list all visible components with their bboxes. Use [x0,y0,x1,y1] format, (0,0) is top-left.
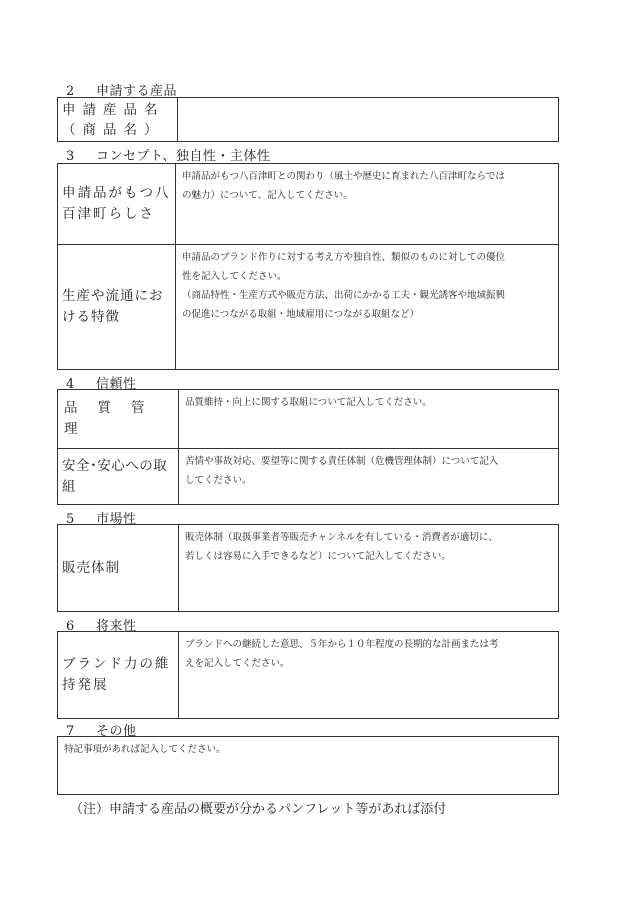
product-name-field[interactable] [178,98,558,141]
sales-system-label: 販売体制 [58,525,179,611]
concept-local-character-label: 申請品がもつ八百津町らしさ [58,164,176,244]
reliability-row-quality [58,390,558,448]
attachment-note: （注）申請する産品の概要が分かるパンフレット等があれば添付 [70,802,447,817]
quality-control-label: 品質管理 [58,390,179,448]
market-row-sales [58,525,558,611]
section-number: 2 [66,84,75,99]
section-3-title [66,145,270,164]
concept-table [57,163,559,370]
future-table [57,631,559,719]
market-table [57,524,559,612]
section-title-text: 申請する産品 [96,84,178,99]
product-name-row [58,98,558,141]
section-number: 3 [66,149,75,164]
section-title-text: 将来性 [96,619,137,634]
sales-system-field[interactable]: 販売体制（取扱事業者等販売チャンネルを有している・消費者が適切に、 若しくは容易に入手できるなど）について記入してください。 [185,532,498,562]
concept-local-character-field[interactable]: 申請品がもつ八百津町との関わり（風土や歴史に育まれた八百津町ならでは の魅力）について、記入してください。 [182,171,505,201]
concept-row-features [58,244,558,369]
concept-features-label: 生産や流通における特徴 [58,245,176,369]
product-name-table [57,97,559,142]
product-name-label-line2: （商品名） [62,121,165,138]
reliability-table [57,389,559,505]
section-title-text: 市場性 [96,512,137,527]
reliability-row-safety [58,448,558,504]
safety-label: 安全･安心への取組 [58,449,179,504]
concept-row-local-character [58,164,558,244]
product-name-label-line1: 申請産品名 [62,101,165,118]
concept-features-field[interactable]: 申請品のブランド作りに対する考え方や独自性、類似のものに対しての優位 性を記入してください。 （商品特性・生産方式や販売方法、出荷にかかる工夫・観光誘客や地域振興 の促進につながる取組・地域雇用につながる取組など） [182,252,506,320]
brand-development-field[interactable]: ブランドへの継続した意思、５年から１０年程度の長期的な計画または考 えを記入してください。 [185,639,499,669]
other-table [57,736,559,795]
quality-control-field[interactable]: 品質維持・向上に関する取組について記入してください。 [185,397,432,408]
brand-development-label: ブランド力の維持発展 [58,632,179,718]
section-number: 6 [66,619,75,634]
other-notes-field[interactable]: 特記事項があれば記入してください。 [64,744,226,755]
section-title-text: 信頼性 [96,377,137,392]
future-row-brand [58,632,558,718]
safety-field[interactable]: 苦情や事故対応、要望等に関する責任体制（危機管理体制）について記入 してください。 [185,456,499,486]
section-number: 5 [66,512,75,527]
section-number: 7 [66,724,75,739]
product-name-label [58,98,178,141]
section-title-text: その他 [96,724,137,739]
section-number: 4 [66,377,75,392]
section-title-text: コンセプト、独自性・主体性 [96,149,271,164]
